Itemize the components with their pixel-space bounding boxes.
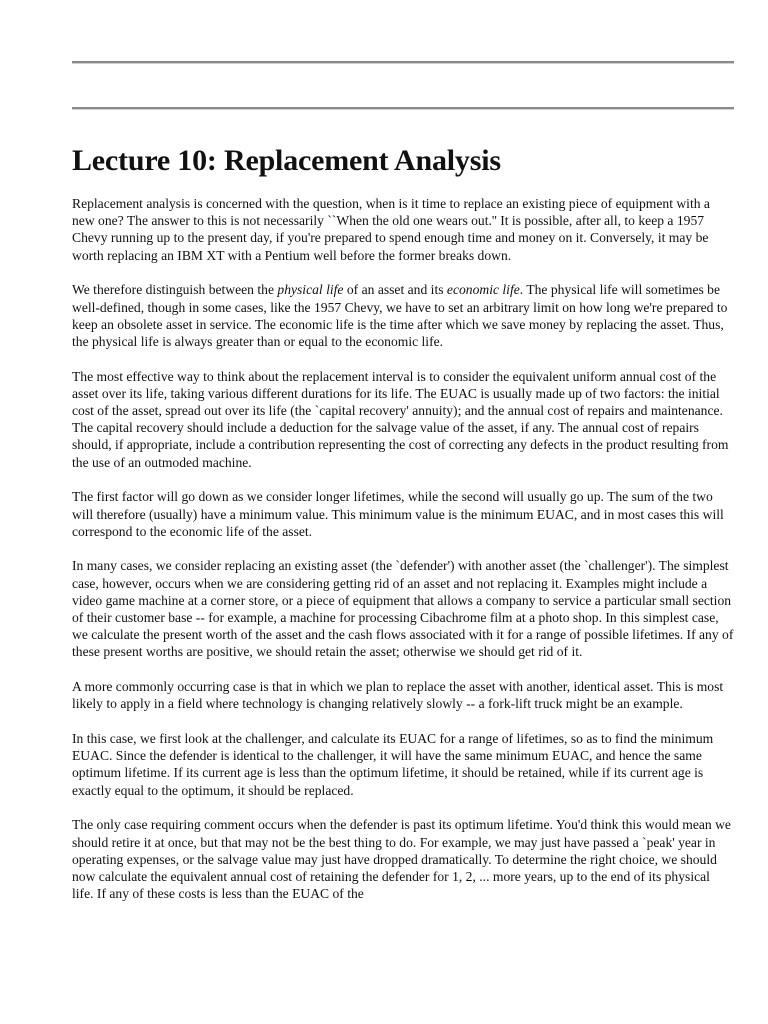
document-body — [72, 195, 734, 920]
emphasis-physical-life: physical life — [277, 282, 344, 298]
paragraph-defender-challenger: In many cases, we consider replacing an existing asset (the `defender') with another asset (the `challenger'). The simplest case, however, occurs when we are considering getting rid of an asset and not replacing it. Examples might include a video game machine at a corner store, or a piece of equipment that allows a company to service a particular small section of their customer base -- for example, a machine for processing Cibachrome film at a photo shop. In this simplest case, we calculate the present worth of the asset and the cash flows associated with it for a range of possible lifetimes. If any of these present worths are positive, we should retain the asset; otherwise we should get rid of it. — [72, 558, 734, 660]
paragraph-text: of an asset and its — [343, 282, 447, 298]
paragraph-text: We therefore distinguish between the — [72, 282, 278, 298]
page-title: Lecture 10: Replacement Analysis — [72, 144, 501, 177]
top-rule — [72, 61, 734, 64]
header-rule — [72, 107, 734, 110]
emphasis-economic-life: economic life — [446, 282, 520, 298]
paragraph-identical-asset: A more commonly occurring case is that in which we plan to replace the asset with another, identical asset. This is most likely to apply in a field where technology is changing relatively slowly -- a fork-lift truck might be an example. — [72, 679, 724, 712]
paragraph-euac: The most effective way to think about the replacement interval is to consider the equivalent uniform annual cost of the asset over its life, taking various different durations for its life. The EUAC is usually made up of two factors: the initial cost of the asset, spread out over its life (the `capital recovery' annuity); and the annual cost of repairs and maintenance. The capital recovery should include a deduction for the salvage value of the asset, if any. The annual cost of repairs should, if appropriate, include a contribution representing the cost of correcting any defects in the product resulting from the use of an outmoded machine. — [72, 368, 729, 470]
paragraph-physical-economic-life — [72, 281, 734, 350]
paragraph-challenger-euac: In this case, we first look at the challenger, and calculate its EUAC for a range of lifetimes, so as to find the minimum EUAC. Since the defender is identical to the challenger, it will have the same minimum EUAC, and hence the same optimum lifetime. If its current age is less than the optimum lifetime, it should be retained, while if its current age is exactly equal to the optimum, it should be replaced. — [72, 731, 714, 798]
paragraph-text: . The physical life will sometimes be well-defined, though in some cases, like the 1957 Chevy, we have to set an arbitrary limit on how long we're prepared to keep an obsolete asset in service. The economic life is the time after which we save money by replacing the asset. Thus, the physical life is always greater than or equal to the economic life. — [72, 282, 728, 349]
paragraph-intro: Replacement analysis is concerned with the question, when is it time to replace an existing piece of equipment with a new one? The answer to this is not necessarily ``When the old one wears out.'' It is possible, after all, to keep a 1957 Chevy running up to the present day, if you're prepared to spend enough time and money on it. Conversely, it may be worth replacing an IBM XT with a Pentium well before the former breaks down. — [72, 196, 710, 263]
paragraph-past-optimum: The only case requiring comment occurs when the defender is past its optimum lifetime. You'd think this would mean we should retire it at once, but that may not be the best thing to do. For example, we may just have passed a `peak' year in operating expenses, or the salvage value may just have dropped dramatically. To determine the right choice, we should now calculate the equivalent annual cost of retaining the defender for 1, 2, ... more years, up to the end of its physical life. If any of these costs is less than the EUAC of the — [72, 817, 731, 902]
paragraph-minimum-euac: The first factor will go down as we consider longer lifetimes, while the second will usually go up. The sum of the two will therefore (usually) have a minimum value. This minimum value is the minimum EUAC, and in most cases this will correspond to the economic life of the asset. — [72, 489, 724, 539]
